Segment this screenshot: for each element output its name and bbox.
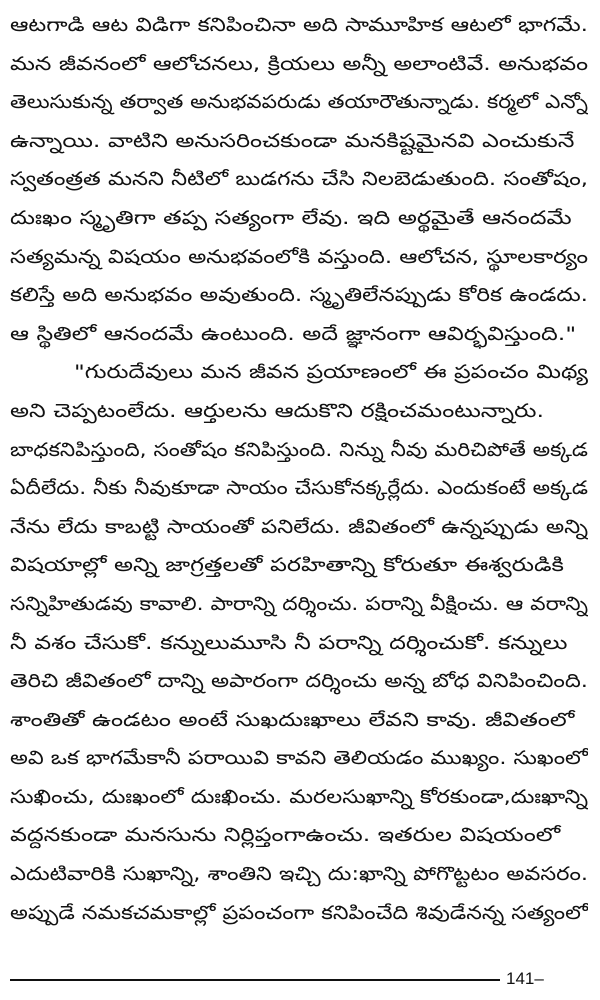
text-line: బాధకనిపిస్తుంది, సంతోషం కనిపిస్తుంది. నిన్ను నీవు మరిచిపోతే అక్కడ: [10, 438, 588, 461]
page-number: 141–: [506, 969, 544, 988]
text-line: నేను లేదు కాబట్టి సాయంతో పనిలేదు. జీవితంలో ఉన్నప్పుడు అన్ని: [10, 515, 588, 538]
text-line: తెలుసుకున్న తర్వాత అనుభవపరుడు తయారౌతున్నాడు. కర్మలో ఎన్నో: [10, 91, 588, 114]
text-line: సుఖించు, దుఃఖంలో దుఃఖించు. మరలసుఖాన్ని కోరకుండా,దుఃఖాన్ని: [10, 785, 588, 808]
text-line: నీ వశం చేసుకో. కన్నులుమూసి నీ పరాన్ని దర్శించుకో. కన్నులు: [10, 631, 568, 654]
text-line: తెరిచి జీవితంలో దాన్ని అపారంగా దర్శించు అన్న బోధ వినిపించింది.: [10, 670, 588, 693]
text-line: అని చెప్పటంలేదు. ఆర్తులను ఆదుకొని రక్షించమంటున్నారు.: [10, 399, 545, 422]
text-line: శాంతితో ఉండటం అంటే సుఖదుఃఖాలు లేవని కావు. జీవితంలో: [10, 708, 575, 731]
page-footer: [10, 966, 588, 992]
text-line: స్వతంత్రత మనని నీటిలో బుడగను చేసి నిలబెడుతుంది. సంతోషం,: [10, 168, 588, 191]
book-page: [10, 6, 588, 994]
text-line: సత్యమన్న విషయం అనుభవంలోకి వస్తుంది. ఆలోచన, స్థూలకార్యం: [10, 245, 588, 268]
text-line: ఎదుటివారికి సుఖాన్ని, శాంతిని ఇచ్చి దు:ఖాన్ని పోగొట్టటం అవసరం.: [10, 863, 588, 886]
text-line: దుఃఖం స్మృతిగా తప్ప సత్యంగా లేవు. ఇది అర్థమైతే ఆనందమే: [10, 206, 572, 229]
body-text: [10, 6, 588, 932]
paragraph-start-line: "గురుదేవులు మన జీవన ప్రయాణంలో ఈ ప్రపంచం మిథ్య: [74, 361, 588, 384]
text-line: ఆటగాడి ఆట విడిగా కనిపించినా అది సామూహిక ఆటలో భాగమే.: [10, 14, 588, 36]
text-line: అవి ఒక భాగమేకానీ పరాయివి కావని తెలియడం ముఖ్యం. సుఖంలో: [10, 747, 588, 770]
text-line: అప్పుడే నమకచమకాల్లో ప్రపంచంగా కనిపించేది శివుడేనన్న సత్యంలో: [10, 901, 588, 924]
text-line: సన్నిహితుడవు కావాలి. పారాన్ని దర్శించు. పరాన్ని వీక్షించు. ఆ వరాన్ని: [10, 592, 588, 615]
footer-rule: [10, 979, 500, 981]
text-line: వద్దనకుండా మనసును నిర్లిప్తంగాఉంచు. ఇతరుల విషయంలో: [10, 824, 561, 847]
text-line: ఏదీలేదు. నీకు నీవుకూడా సాయం చేసుకోనక్కర్లేదు. ఎందుకంటే అక్కడ: [10, 477, 588, 500]
text-line: మన జీవనంలో ఆలోచనలు, క్రియలు అన్నీ అలాంటివే. అనుభవం: [10, 52, 588, 75]
text-line: విషయాల్లో అన్ని జాగ్రత్తలతో పరహితాన్ని కోరుతూ ఈశ్వరుడికి: [10, 554, 564, 577]
text-line: ఉన్నాయి. వాటిని అనుసరించకుండా మనకిష్టమైనవి ఎంచుకునే: [10, 129, 575, 152]
text-line: కలిస్తే అది అనుభవం అవుతుంది. స్మృతిలేనప్పుడు కోరిక ఉండదు.: [10, 284, 588, 307]
text-line: ఆ స్థితిలో ఆనందమే ఉంటుంది. అదే జ్ఞానంగా ఆవిర్భవిస్తుంది.": [10, 322, 577, 345]
